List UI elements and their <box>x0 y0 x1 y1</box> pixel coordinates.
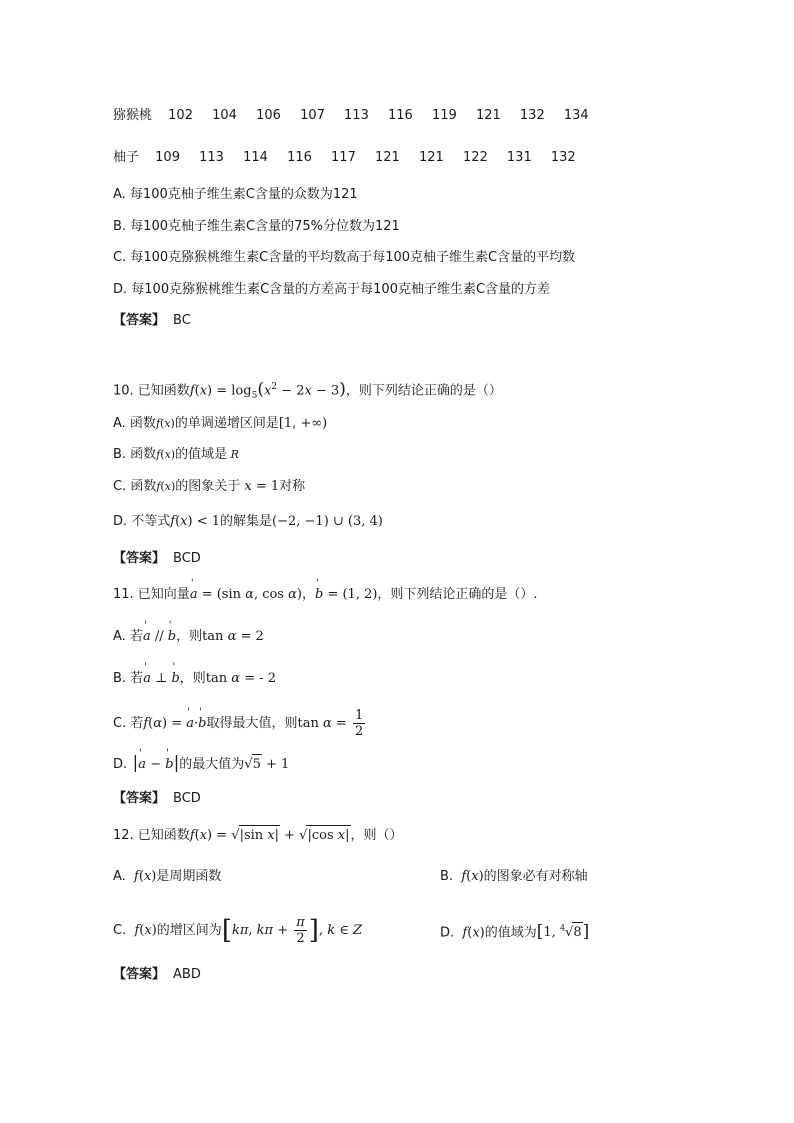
kiwi-value: 106 <box>256 108 281 123</box>
q12-b-text: 的图象必有对称轴 <box>483 869 588 884</box>
q10-option-a: A. 函数f(x)的单调递增区间是[1, +∞) <box>113 416 328 431</box>
q11-stem-prefix: 11. 已知向量 <box>113 587 190 602</box>
q10-function-formula: f <box>189 383 195 399</box>
q10-c-mid: 的图象关于 <box>175 479 241 494</box>
pomelo-value: 121 <box>375 150 400 165</box>
q11-d-prefix: D. <box>113 757 128 772</box>
q10-option-d: D. 不等式f(x) < 1的解集是(−2, −1) ∪ (3, 4) <box>113 514 383 529</box>
pomelo-value: 122 <box>462 150 488 165</box>
kiwi-data-row <box>113 106 604 126</box>
q10-c-suffix: 对称 <box>279 479 306 494</box>
q12-stem: 12. 已知函数f(x) = √|sin x| + √|cos x|，则（） <box>113 825 403 846</box>
fraction: $\frac{1}{2}$ <box>354 708 364 739</box>
q12-stem-prefix: 12. 已知函数 <box>113 828 190 843</box>
q12-option-c: C. f(x)的增区间为[kπ, kπ + $\frac{\pi}{2}$ ], k ∈ Z <box>113 915 363 946</box>
answer-value: BC <box>173 313 191 328</box>
kiwi-value: 134 <box>563 108 589 123</box>
q12-answer <box>113 965 201 985</box>
answer-value: BCD <box>173 551 201 566</box>
q10-stem: 10. 已知函数$f(x) = \log_5(x^2 - 2x - 3)$，则下列结论正确的是（） <box>113 379 502 401</box>
q10-stem-suffix: ，则下列结论正确的是（） <box>345 383 502 399</box>
answer-label: 【答案】 <box>113 967 166 982</box>
q11-option-b: B. 若' a ⊥ ' b，则tan α = - 2 <box>113 669 276 689</box>
pomelo-value: 114 <box>243 150 268 165</box>
kiwi-value: 121 <box>475 108 501 123</box>
pomelo-value: 117 <box>331 150 356 165</box>
q11-stem-suffix: ，则下列结论正确的是（）. <box>377 587 538 602</box>
pomelo-value: 132 <box>550 150 576 165</box>
q11-option-a: A. 若' a // ' b，则tan α = 2 <box>113 627 264 647</box>
pomelo-data-row <box>113 148 591 168</box>
q11-c-prefix: C. 若 <box>113 716 144 731</box>
q12-d-prefix: D. <box>440 925 455 941</box>
q11-b-prefix: B. 若 <box>113 671 144 686</box>
q12-option-a: A. f(x)是周期函数 <box>113 869 222 884</box>
q10-c-prefix: C. 函数 <box>113 479 157 494</box>
answer-label: 【答案】 <box>113 551 166 566</box>
q11-option-c: C. 若f(α) = ' a·' b取得最大值，则tan α = $\frac{1}{2}$ <box>113 708 367 739</box>
answer-label: 【答案】 <box>113 791 166 806</box>
q10-d-mid: 的解集是 <box>220 514 273 529</box>
q10-option-b: B. 函数f(x)的值域是 R <box>113 447 239 462</box>
pomelo-value: 131 <box>506 150 532 165</box>
answer-value: BCD <box>173 791 201 806</box>
kiwi-label: 猕猴桃 <box>113 108 153 123</box>
q11-d-mid: 的最大值为 <box>179 757 245 772</box>
kiwi-value: 107 <box>300 108 325 123</box>
q12-option-b: B. f(x)的图象必有对称轴 <box>440 869 588 884</box>
pomelo-label: 柚子 <box>113 150 140 165</box>
kiwi-value: 116 <box>388 108 413 123</box>
kiwi-value: 119 <box>431 108 457 123</box>
q10-b-mid: 的值域是 <box>175 447 228 462</box>
pomelo-value: 109 <box>155 150 180 165</box>
q11-c-mid: 取得最大值，则 <box>206 716 298 731</box>
q11-a-mid: ，则 <box>176 629 203 644</box>
pomelo-value: 121 <box>418 150 444 165</box>
q12-stem-suffix: ，则（） <box>350 828 403 843</box>
q11-stem: 11. 已知向量' a = (sin α, cos α)，' b = (1, 2)，则下列结论正确的是（）. <box>113 585 538 605</box>
q12-a-text: 是周期函数 <box>156 869 222 884</box>
q12-c-prefix: C. <box>113 923 127 938</box>
q9-option-b: B. 每100克柚子维生素C含量的75%分位数为121 <box>113 219 400 234</box>
q11-answer <box>113 789 201 809</box>
q10-a-mid: 的单调递增区间是 <box>174 416 279 431</box>
q10-stem-prefix: 10. 已知函数 <box>113 383 190 399</box>
fraction: $\frac{\pi}{2}$ <box>296 915 305 946</box>
q9-option-d: D. 每100克猕猴桃维生素C含量的方差高于每100克柚子维生素C含量的方差 <box>113 282 551 297</box>
kiwi-value: 102 <box>168 108 193 123</box>
answer-value: ABD <box>173 967 201 982</box>
q12-d-text: 的值域为 <box>484 925 537 941</box>
pomelo-value: 113 <box>199 150 224 165</box>
q11-b-mid: ，则 <box>179 671 206 686</box>
q12-b-prefix: B. <box>440 869 454 884</box>
pomelo-value: 116 <box>287 150 312 165</box>
kiwi-value: 104 <box>212 108 237 123</box>
q9-option-a: A. 每100克柚子维生素C含量的众数为121 <box>113 187 358 202</box>
q9-answer <box>113 311 191 331</box>
q11-option-d: D. |' a − ' b|的最大值为√5 + 1 <box>113 753 289 775</box>
q10-d-prefix: D. 不等式 <box>113 514 171 529</box>
kiwi-value: 113 <box>344 108 369 123</box>
kiwi-value: 132 <box>519 108 545 123</box>
q12-option-d: D. f(x)的值域为[1, $^4$√8] <box>440 921 590 942</box>
q11-a-prefix: A. 若 <box>113 629 143 644</box>
q12-a-prefix: A. <box>113 869 126 884</box>
q10-option-c: C. 函数f(x)的图象关于 x = 1对称 <box>113 479 306 494</box>
q10-a-prefix: A. 函数 <box>113 416 156 431</box>
q12-c-text: 的增区间为 <box>156 923 222 938</box>
q9-option-c: C. 每100克猕猴桃维生素C含量的平均数高于每100克柚子维生素C含量的平均数 <box>113 250 576 265</box>
answer-label: 【答案】 <box>113 313 166 328</box>
q10-b-prefix: B. 函数 <box>113 447 157 462</box>
q10-answer <box>113 549 201 569</box>
